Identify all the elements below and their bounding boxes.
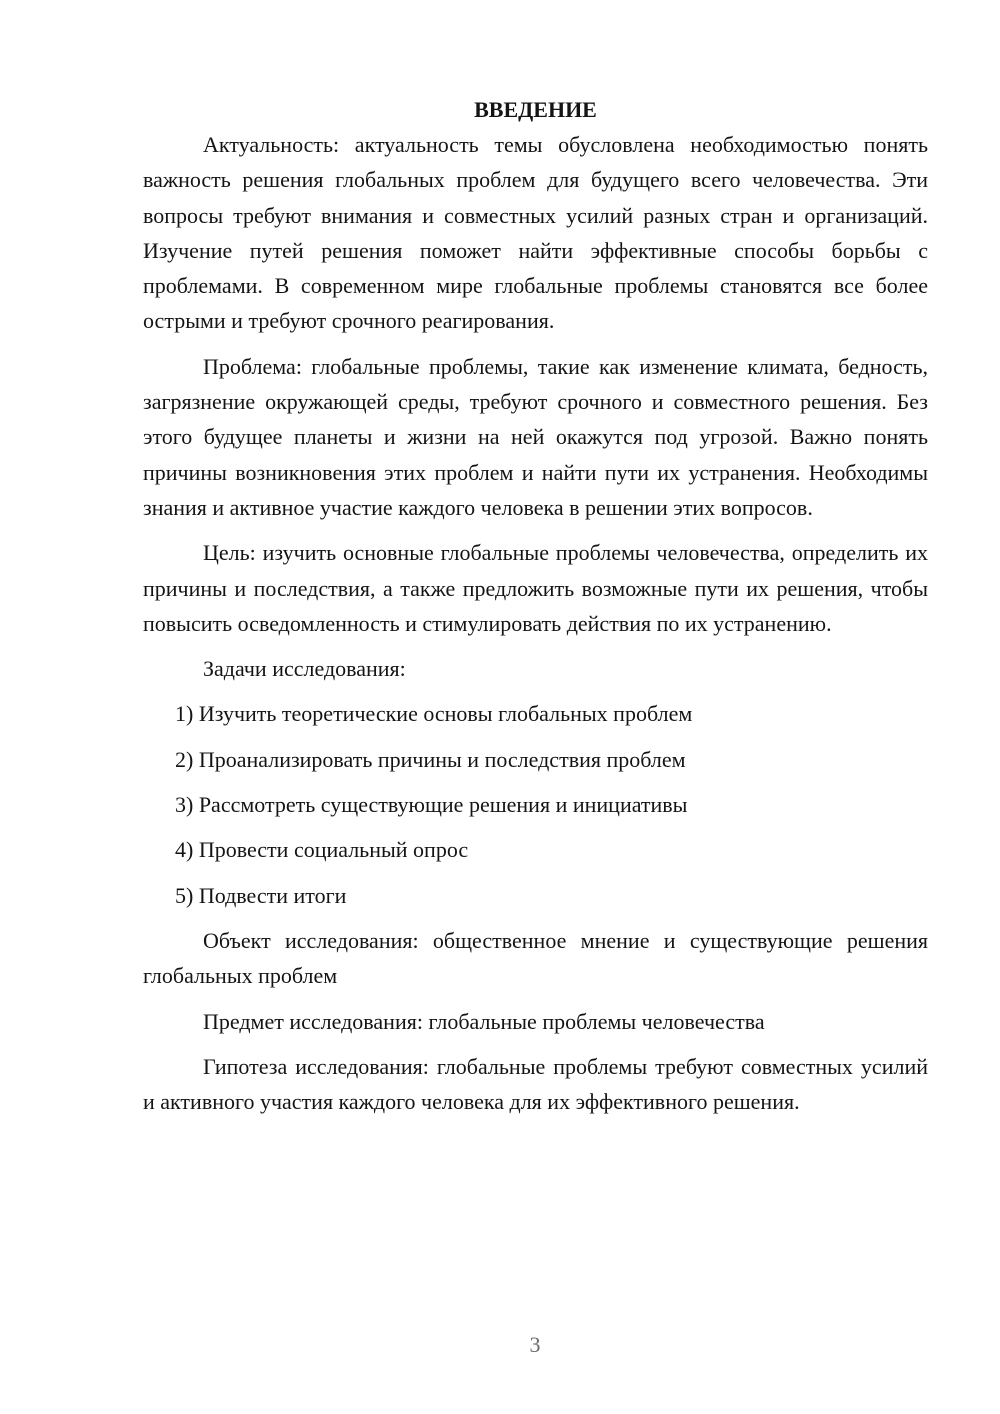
document-page [143, 93, 928, 1129]
tasks-list [143, 696, 928, 912]
object-paragraph: Объект исследования: общественное мнение и существующие решения глобальных проблем [143, 927, 928, 989]
section-heading: ВВЕДЕНИЕ [474, 97, 597, 122]
task-item: 2) Проанализировать причины и последствия проблем [175, 746, 686, 772]
task-item: 5) Подвести итоги [175, 882, 347, 908]
task-item: 3) Рассмотреть существующие решения и инициативы [175, 792, 688, 818]
task-item: 1) Изучить теоретические основы глобальных проблем [175, 701, 693, 727]
relevance-paragraph: Актуальность: актуальность темы обусловлена необходимостью понять важность решения глобальных проблем для будущего всего человечества. Эти вопросы требуют внимания и совместных усилий разных стран и организаций. Изучение путей решения поможет найти эффективные способы борьбы с проблемами. В современном мире глобальные проблемы становятся все более острыми и требуют срочного реагирования. [143, 132, 928, 334]
goal-paragraph: Цель: изучить основные глобальные проблемы человечества, определить их причины и последствия, а также предложить возможные пути их решения, чтобы повысить осведомленность и стимулировать действия по их устранению. [143, 540, 928, 636]
tasks-intro: Задачи исследования: [203, 656, 406, 682]
page-number: 3 [529, 1332, 541, 1357]
hypothesis-paragraph: Гипотеза исследования: глобальные проблемы требуют совместных усилий и активного участия каждого человека для их эффективного решения. [143, 1053, 928, 1115]
task-item: 4) Провести социальный опрос [175, 837, 469, 863]
problem-paragraph: Проблема: глобальные проблемы, такие как изменение климата, бедность, загрязнение окружающей среды, требуют срочного и совместного решения. Без этого будущее планеты и жизни на ней окажутся под угрозой. Важно понять причины возникновения этих проблем и найти пути их устранения. Необходимы знания и активное участие каждого человека в решении этих вопросов. [143, 353, 928, 520]
subject-paragraph: Предмет исследования: глобальные проблемы человечества [203, 1008, 765, 1034]
